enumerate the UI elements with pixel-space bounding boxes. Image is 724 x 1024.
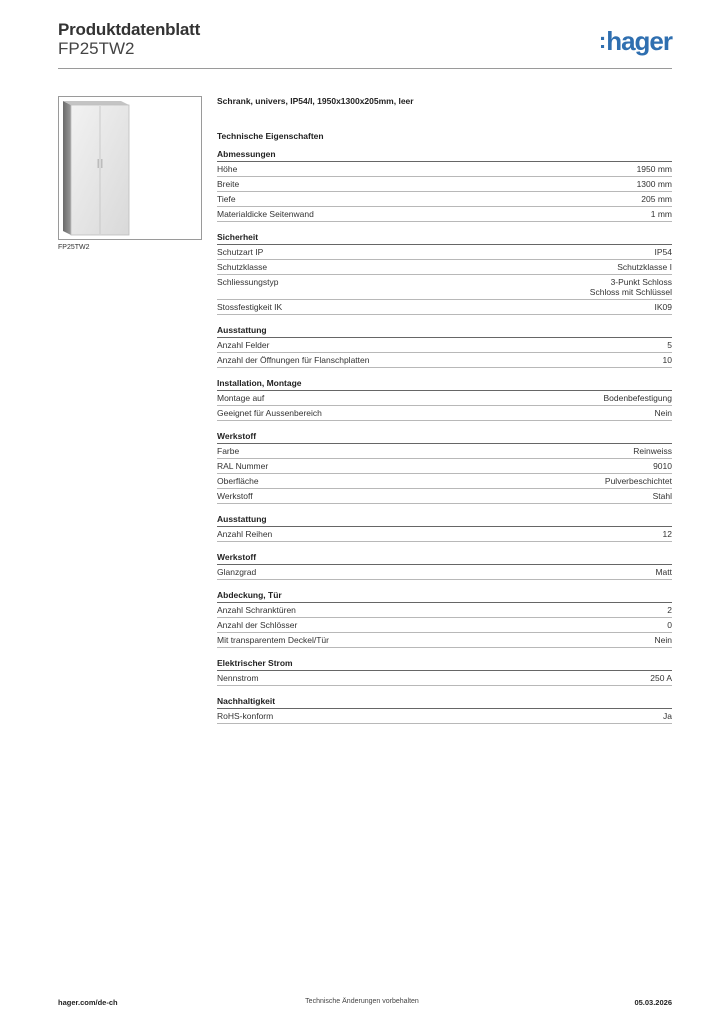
spec-section	[217, 324, 672, 368]
spec-row	[217, 245, 672, 260]
spec-row	[217, 459, 672, 474]
spec-label: Nennstrom	[217, 673, 259, 683]
spec-value: Nein	[654, 635, 672, 645]
section-title: Elektrischer Strom	[217, 657, 672, 671]
spec-row	[217, 260, 672, 275]
spec-value: Reinweiss	[633, 446, 672, 456]
section-title: Abmessungen	[217, 148, 672, 162]
section-title: Abdeckung, Tür	[217, 589, 672, 603]
logo-text: hager	[606, 26, 672, 56]
spec-row	[217, 300, 672, 315]
spec-row	[217, 177, 672, 192]
spec-label: Stossfestigkeit IK	[217, 302, 283, 312]
section-title: Ausstattung	[217, 513, 672, 527]
spec-row	[217, 633, 672, 648]
spec-row	[217, 207, 672, 222]
spec-label: Tiefe	[217, 194, 236, 204]
logo-dots-icon: :	[598, 28, 606, 53]
section-title: Sicherheit	[217, 231, 672, 245]
product-image-frame	[58, 96, 202, 240]
spec-row	[217, 391, 672, 406]
spec-label: Montage auf	[217, 393, 265, 403]
spec-value: Nein	[654, 408, 672, 418]
spec-section	[217, 231, 672, 315]
footer-website: hager.com/de-ch	[58, 998, 118, 1007]
spec-row	[217, 527, 672, 542]
spec-label: Anzahl der Öffnungen für Flanschplatten	[217, 355, 370, 365]
spec-section	[217, 377, 672, 421]
cabinet-product-image	[59, 97, 201, 239]
spec-label: Anzahl Schranktüren	[217, 605, 296, 615]
section-title: Nachhaltigkeit	[217, 695, 672, 709]
spec-row	[217, 444, 672, 459]
spec-label: Schliessungstyp	[217, 277, 279, 287]
spec-section	[217, 551, 672, 580]
spec-label: Schutzart IP	[217, 247, 264, 257]
section-title: Werkstoff	[217, 551, 672, 565]
spec-section	[217, 695, 672, 724]
spec-row	[217, 565, 672, 580]
spec-label: Geeignet für Aussenbereich	[217, 408, 322, 418]
spec-value: 12	[662, 529, 672, 539]
spec-label: Anzahl Reihen	[217, 529, 273, 539]
product-description: Schrank, univers, IP54/I, 1950x1300x205mm, leer	[217, 96, 414, 106]
spec-row	[217, 275, 672, 300]
spec-label: Breite	[217, 179, 240, 189]
spec-row	[217, 162, 672, 177]
main-content	[217, 92, 672, 733]
spec-value: Matt	[655, 567, 672, 577]
spec-value: 10	[662, 355, 672, 365]
spec-value: 2	[667, 605, 672, 615]
spec-value: 1300 mm	[636, 179, 672, 189]
spec-value: 250 A	[650, 673, 672, 683]
image-caption: FP25TW2	[58, 244, 90, 251]
spec-section	[217, 513, 672, 542]
section-title: Installation, Montage	[217, 377, 672, 391]
spec-row	[217, 353, 672, 368]
header-divider	[58, 68, 672, 69]
spec-label: Werkstoff	[217, 491, 253, 501]
spec-label: Farbe	[217, 446, 240, 456]
spec-value: 3-Punkt Schloss Schloss mit Schlüssel	[589, 277, 672, 297]
spec-value: 9010	[653, 461, 672, 471]
spec-section	[217, 657, 672, 686]
spec-value: Schutzklasse I	[617, 262, 672, 272]
section-title: Ausstattung	[217, 324, 672, 338]
spec-row	[217, 338, 672, 353]
tech-heading: Technische Eigenschaften	[217, 131, 324, 141]
spec-row	[217, 474, 672, 489]
page-title: Produktdatenblatt	[58, 20, 201, 39]
spec-value: 0	[667, 620, 672, 630]
spec-value: Pulverbeschichtet	[604, 476, 672, 486]
spec-label: Schutzklasse	[217, 262, 268, 272]
spec-row	[217, 671, 672, 686]
spec-label: Glanzgrad	[217, 567, 257, 577]
spec-section	[217, 589, 672, 648]
spec-value: 5	[667, 340, 672, 350]
hager-logo	[599, 26, 672, 57]
footer-date: 05.03.2026	[634, 998, 672, 1007]
spec-label: Oberfläche	[217, 476, 259, 486]
footer-notice: Technische Änderungen vorbehalten	[305, 998, 419, 1005]
spec-value: 1950 mm	[636, 164, 672, 174]
spec-label: Mit transparentem Deckel/Tür	[217, 635, 329, 645]
spec-label: RoHS-konform	[217, 711, 274, 721]
spec-value: 205 mm	[641, 194, 672, 204]
spec-label: Anzahl der Schlösser	[217, 620, 298, 630]
spec-row	[217, 709, 672, 724]
spec-section	[217, 430, 672, 504]
spec-label: Höhe	[217, 164, 238, 174]
spec-row	[217, 618, 672, 633]
spec-label: RAL Nummer	[217, 461, 269, 471]
spec-value: Bodenbefestigung	[603, 393, 672, 403]
spec-row	[217, 192, 672, 207]
spec-row	[217, 603, 672, 618]
spec-value: IP54	[654, 247, 672, 257]
spec-label: Anzahl Felder	[217, 340, 270, 350]
spec-value: 1 mm	[650, 209, 672, 219]
section-title: Werkstoff	[217, 430, 672, 444]
spec-value: Stahl	[652, 491, 672, 501]
spec-label: Materialdicke Seitenwand	[217, 209, 314, 219]
product-code: FP25TW2	[58, 39, 135, 58]
spec-section	[217, 148, 672, 222]
spec-row	[217, 489, 672, 504]
spec-value: Ja	[663, 711, 672, 721]
spec-row	[217, 406, 672, 421]
spec-value: IK09	[654, 302, 672, 312]
spec-sections	[217, 148, 672, 724]
